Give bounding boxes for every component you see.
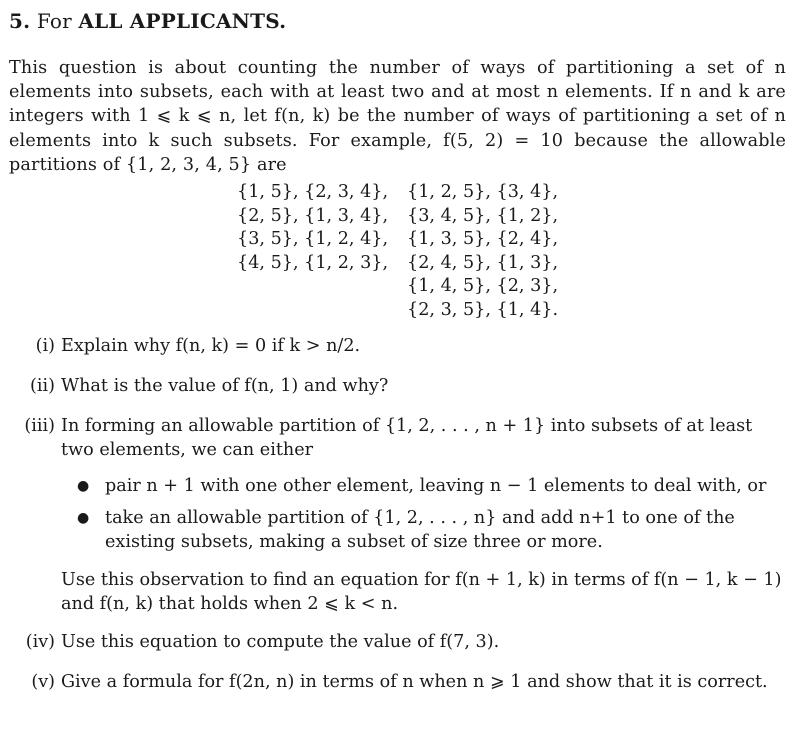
- partition-entry: {4, 5}, {1, 2, 3},: [237, 252, 389, 273]
- bullet-text: take an allowable partition of {1, 2, . . . , n} and add n+1 to one of the existing subsets, making a subset of size three or more.: [105, 508, 735, 553]
- part-text: What is the value of f(n, 1) and why?: [61, 376, 389, 397]
- partition-entry: {1, 2, 5}, {3, 4},: [407, 182, 559, 203]
- part-text: Use this equation to compute the value of f(7, 3).: [61, 632, 500, 653]
- part-iii-followup: Use this observation to find an equation for f(n + 1, k) in terms of f(n − 1, k − 1) and f(n, k) that holds when 2 ⩽ k < n.: [61, 570, 782, 615]
- part-label: (iii): [24, 416, 55, 437]
- part-text: Give a formula for f(2n, n) in terms of n when n ⩾ 1 and show that it is correct.: [61, 672, 768, 693]
- part-v: [9, 670, 786, 694]
- part-label: (i): [35, 336, 55, 357]
- part-ii: [9, 374, 786, 398]
- part-iv: [9, 630, 786, 654]
- heading-prefix: For: [36, 9, 72, 33]
- partition-entry: {2, 5}, {1, 3, 4},: [237, 205, 389, 226]
- partition-entry: {1, 5}, {2, 3, 4},: [237, 182, 389, 203]
- part-iii-body: [61, 414, 786, 616]
- part-i: [9, 334, 786, 358]
- heading-caps: ALL APPLICANTS.: [78, 9, 287, 33]
- partition-entry: {1, 3, 5}, {2, 4},: [407, 229, 559, 250]
- list-item: [61, 474, 786, 498]
- question-number: 5.: [9, 9, 31, 33]
- part-iii: [9, 414, 786, 616]
- bullet-icon: ●: [77, 478, 90, 495]
- intro-paragraph: This question is about counting the number of ways of partitioning a set of n elements into subsets, each with at least two and at most n elements. If n and k are integers with 1 ⩽ k ⩽ n, let f(n, k) be the number of ways of partitioning a set of n elements into k such subsets. For example, f(5, 2) = 10 because the allowable partitions of {1, 2, 3, 4, 5} are: [9, 58, 786, 175]
- bullet-text: pair n + 1 with one other element, leaving n − 1 elements to deal with, or: [105, 476, 767, 497]
- question-heading: [9, 8, 786, 34]
- list-item: [61, 506, 786, 554]
- part-label: (v): [31, 672, 55, 693]
- partition-entry: {2, 4, 5}, {1, 3},: [407, 252, 559, 273]
- part-label: (ii): [30, 376, 55, 397]
- bullet-list: [61, 474, 786, 554]
- partition-entry: {3, 5}, {1, 2, 4},: [237, 229, 389, 250]
- part-text: In forming an allowable partition of {1, 2, . . . , n + 1} into subsets of at least two elements, we can either: [61, 416, 753, 461]
- partition-entry: {1, 4, 5}, {2, 3},: [407, 276, 559, 297]
- bullet-icon: ●: [77, 510, 90, 527]
- question-parts: [9, 334, 786, 694]
- partition-entry: {2, 3, 5}, {1, 4}.: [407, 299, 559, 320]
- part-label: (iv): [25, 632, 55, 653]
- partition-column-left: [237, 181, 407, 322]
- part-text: Explain why f(n, k) = 0 if k > n/2.: [61, 336, 361, 357]
- partition-entry: {3, 4, 5}, {1, 2},: [407, 205, 559, 226]
- partition-list: [237, 181, 786, 322]
- partition-column-right: [407, 181, 558, 322]
